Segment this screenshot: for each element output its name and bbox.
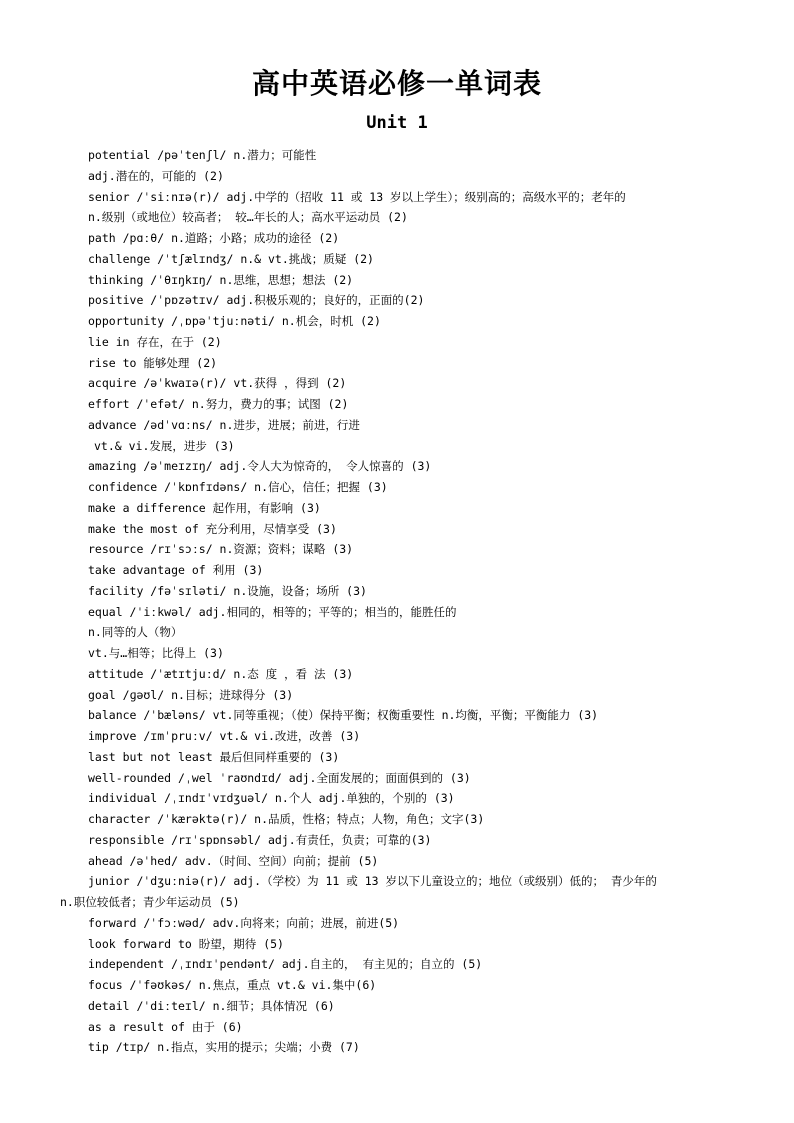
vocab-line: vt.& vi.发展，进步 (3) bbox=[94, 438, 235, 453]
vocab-line: opportunity /ˌɒpəˈtjuːnəti/ n.机会，时机 (2) bbox=[88, 314, 381, 328]
vocab-line: rise to 能够处理 (2) bbox=[88, 355, 218, 370]
vocab-line: confidence /ˈkɒnfɪdəns/ n.信心，信任；把握 (3) bbox=[88, 480, 388, 494]
vocab-line: well-rounded /ˌwel ˈraʊndɪd/ adj.全面发展的；面面俱到的 (3) bbox=[88, 770, 471, 785]
unit-heading: Unit 1 bbox=[366, 113, 428, 133]
vocab-line: challenge /ˈtʃælɪndʒ/ n.& vt.挑战；质疑 (2) bbox=[88, 251, 374, 266]
vocab-line: tip /tɪp/ n.指点，实用的提示；尖端；小费 (7) bbox=[88, 1040, 360, 1055]
vocab-line: lie in 存在，在于 (2) bbox=[88, 334, 222, 349]
vocab-line: equal /ˈiːkwəl/ adj.相同的，相等的；平等的；相当的，能胜任的 bbox=[88, 604, 457, 619]
vocab-line: forward /ˈfɔːwəd/ adv.向将来；向前；进展，前进(5) bbox=[88, 915, 400, 930]
vocab-line: acquire /əˈkwaɪə(r)/ vt.获得 ，得到 (2) bbox=[88, 376, 347, 391]
vocab-line: n.职位较低者；青少年运动员 (5) bbox=[60, 895, 240, 909]
vocab-line: effort /ˈefət/ n.努力，费力的事；试图 (2) bbox=[88, 397, 349, 411]
vocab-line: look forward to 盼望，期待 (5) bbox=[88, 936, 284, 951]
vocab-line: n.级别（或地位）较高者； 较…年长的人；高水平运动员 (2) bbox=[88, 210, 408, 225]
vocab-line: goal /ɡəʊl/ n.目标；进球得分 (3) bbox=[88, 687, 294, 702]
vocab-line: focus /ˈfəʊkəs/ n.焦点，重点 vt.& vi.集中(6) bbox=[88, 978, 377, 992]
vocab-line: ahead /əˈhed/ adv.（时间、空间）向前；提前 (5) bbox=[88, 853, 379, 868]
vocab-line: independent /ˌɪndɪˈpendənt/ adj.自主的， 有主见的；自立的 (5) bbox=[88, 957, 483, 972]
vocab-line: make the most of 充分利用，尽情享受 (3) bbox=[88, 521, 337, 536]
vocab-line: facility /fəˈsɪləti/ n.设施，设备；场所 (3) bbox=[88, 583, 367, 598]
vocab-line: thinking /ˈθɪŋkɪŋ/ n.思维，思想；想法 (2) bbox=[88, 272, 354, 287]
vocab-line: advance /ədˈvɑːns/ n.进步，进展；前进，行进 bbox=[88, 417, 360, 432]
vocab-line: path /pɑːθ/ n.道路；小路；成功的途径 (2) bbox=[88, 231, 340, 245]
vocab-line: vt.与…相等；比得上 (3) bbox=[88, 646, 224, 660]
vocab-line: potential /pəˈtenʃl/ n.潜力；可能性 bbox=[88, 148, 317, 162]
vocab-line: adj.潜在的，可能的 (2) bbox=[88, 168, 224, 183]
vocab-line: resource /rɪˈsɔːs/ n.资源；资料；谋略 (3) bbox=[88, 542, 354, 557]
document-title: 高中英语必修一单词表 bbox=[251, 67, 542, 100]
vocab-line: positive /ˈpɒzətɪv/ adj.积极乐观的；良好的，正面的(2) bbox=[88, 293, 425, 308]
vocab-line: as a result of 由于 (6) bbox=[88, 1019, 243, 1034]
vocab-line: last but not least 最后但同样重要的 (3) bbox=[88, 749, 340, 764]
vocab-line: senior /ˈsiːnɪə(r)/ adj.中学的（招收 11 或 13 岁以上学生）；级别高的；高级水平的；老年的 bbox=[88, 189, 626, 204]
vocab-line: n.同等的人（物） bbox=[88, 625, 183, 640]
vocab-line: individual /ˌɪndɪˈvɪdʒuəl/ n.个人 adj.单独的，个别的 (3) bbox=[88, 791, 455, 806]
vocab-line: character /ˈkærəktə(r)/ n.品质，性格；特点；人物，角色；文字(3) bbox=[88, 812, 485, 826]
vocabulary-list bbox=[0, 145, 794, 1058]
vocab-line: balance /ˈbæləns/ vt.同等重视；（使）保持平衡；权衡重要性 n.均衡，平衡；平衡能力 (3) bbox=[88, 708, 599, 723]
vocab-line: detail /ˈdiːteɪl/ n.细节；具体情况 (6) bbox=[88, 998, 335, 1013]
vocab-line: junior /ˈdʒuːniə(r)/ adj.（学校）为 11 或 13 岁以下儿童设立的；地位（或级别）低的； 青少年的 bbox=[88, 874, 657, 889]
vocab-line: improve /ɪmˈpruːv/ vt.& vi.改进，改善 (3) bbox=[88, 729, 361, 743]
vocab-line: take advantage of 利用 (3) bbox=[88, 563, 264, 577]
vocab-line: attitude /ˈætɪtjuːd/ n.态 度 ，看 法 (3) bbox=[88, 666, 354, 681]
vocab-line: responsible /rɪˈspɒnsəbl/ adj.有责任，负责；可靠的(3) bbox=[88, 832, 432, 847]
vocab-line: make a difference 起作用，有影响 (3) bbox=[88, 500, 321, 515]
vocab-line: amazing /əˈmeɪzɪŋ/ adj.令人大为惊奇的， 令人惊喜的 (3) bbox=[88, 459, 432, 474]
